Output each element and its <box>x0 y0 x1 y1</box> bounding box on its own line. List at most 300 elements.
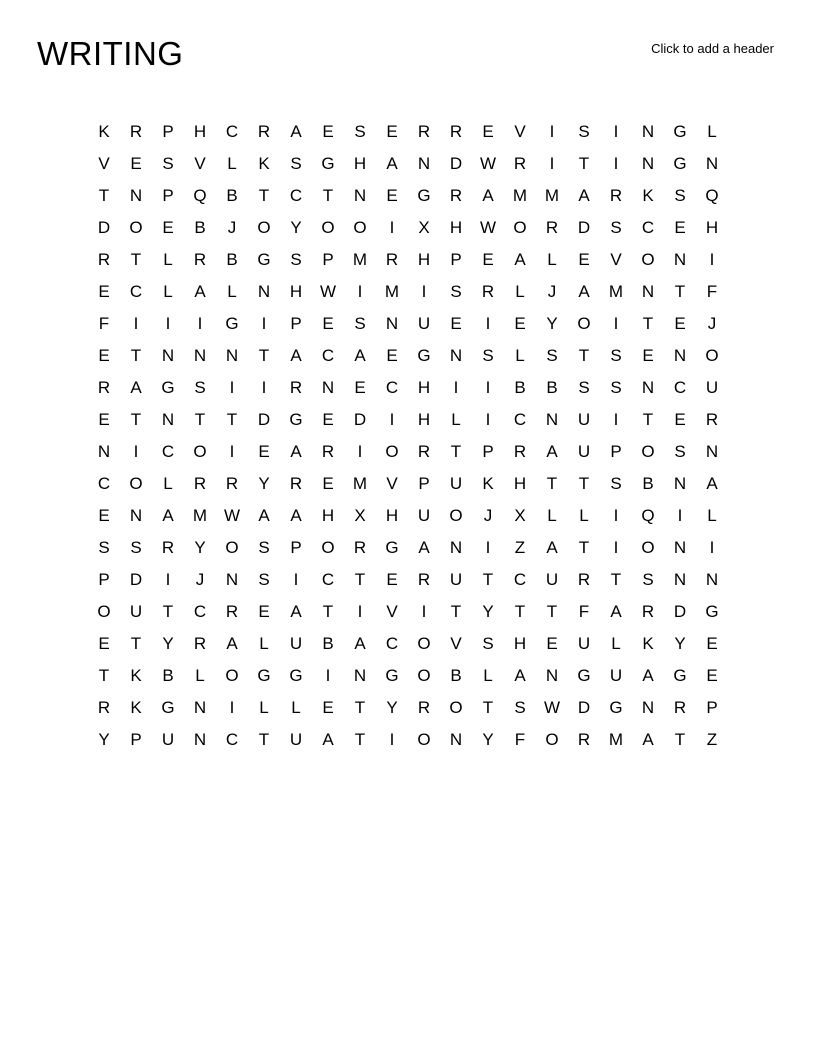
grid-letter[interactable]: M <box>512 186 528 205</box>
grid-letter[interactable]: S <box>674 442 686 461</box>
grid-letter[interactable]: D <box>577 698 591 717</box>
grid-letter[interactable]: N <box>641 378 655 397</box>
grid-letter[interactable]: I <box>229 442 235 461</box>
grid-letter[interactable]: N <box>545 410 559 429</box>
grid-letter[interactable]: N <box>673 346 687 365</box>
grid-letter[interactable]: M <box>608 730 624 749</box>
grid-letter[interactable]: O <box>129 218 143 237</box>
grid-letter[interactable]: E <box>162 218 174 237</box>
grid-letter[interactable]: I <box>485 314 491 333</box>
grid-letter[interactable]: J <box>547 282 557 301</box>
grid-letter[interactable]: G <box>417 346 431 365</box>
grid-letter[interactable]: D <box>97 218 111 237</box>
grid-letter[interactable]: I <box>421 602 427 621</box>
grid-letter[interactable]: X <box>354 506 366 525</box>
grid-letter[interactable]: E <box>98 634 110 653</box>
grid-letter[interactable]: B <box>514 378 526 397</box>
grid-letter[interactable]: O <box>705 346 719 365</box>
grid-letter[interactable]: L <box>451 410 461 429</box>
grid-letter[interactable]: A <box>642 666 654 685</box>
grid-letter[interactable]: T <box>130 410 142 429</box>
grid-letter[interactable]: A <box>418 538 430 557</box>
grid-letter[interactable]: R <box>193 250 207 269</box>
grid-letter[interactable]: C <box>321 570 335 589</box>
grid-letter[interactable]: B <box>642 474 654 493</box>
grid-letter[interactable]: G <box>257 250 271 269</box>
grid-letter[interactable]: T <box>98 666 110 685</box>
grid-letter[interactable]: S <box>258 538 270 557</box>
grid-letter[interactable]: A <box>642 730 654 749</box>
grid-letter[interactable]: K <box>642 634 654 653</box>
grid-letter[interactable]: O <box>449 506 463 525</box>
grid-letter[interactable]: I <box>453 378 459 397</box>
grid-letter[interactable]: U <box>449 474 463 493</box>
grid-letter[interactable]: B <box>162 666 174 685</box>
grid-letter[interactable]: Y <box>162 634 174 653</box>
grid-letter[interactable]: L <box>483 666 493 685</box>
grid-letter[interactable]: T <box>674 730 686 749</box>
grid-letter[interactable]: Q <box>641 506 655 525</box>
grid-letter[interactable]: D <box>673 602 687 621</box>
grid-letter[interactable]: T <box>482 570 494 589</box>
grid-letter[interactable]: O <box>321 538 335 557</box>
grid-letter[interactable]: E <box>674 314 686 333</box>
grid-letter[interactable]: C <box>641 218 655 237</box>
grid-letter[interactable]: O <box>97 602 111 621</box>
grid-letter[interactable]: R <box>481 282 495 301</box>
grid-letter[interactable]: T <box>578 538 590 557</box>
grid-letter[interactable]: C <box>97 474 111 493</box>
grid-letter[interactable]: U <box>417 314 431 333</box>
grid-letter[interactable]: T <box>482 698 494 717</box>
grid-letter[interactable]: I <box>165 570 171 589</box>
grid-letter[interactable]: K <box>98 122 110 141</box>
grid-letter[interactable]: A <box>130 378 142 397</box>
grid-letter[interactable]: E <box>258 442 270 461</box>
grid-letter[interactable]: G <box>609 698 623 717</box>
grid-letter[interactable]: B <box>450 666 462 685</box>
grid-letter[interactable]: N <box>193 698 207 717</box>
grid-letter[interactable]: I <box>389 730 395 749</box>
grid-letter[interactable]: M <box>352 474 368 493</box>
grid-letter[interactable]: N <box>129 506 143 525</box>
grid-letter[interactable]: T <box>130 346 142 365</box>
grid-letter[interactable]: N <box>449 538 463 557</box>
grid-letter[interactable]: I <box>389 410 395 429</box>
grid-letter[interactable]: V <box>98 154 110 173</box>
grid-letter[interactable]: G <box>705 602 719 621</box>
grid-letter[interactable]: Y <box>194 538 206 557</box>
grid-letter[interactable]: A <box>290 442 302 461</box>
grid-letter[interactable]: O <box>225 666 239 685</box>
grid-letter[interactable]: B <box>226 186 238 205</box>
grid-letter[interactable]: T <box>354 698 366 717</box>
grid-letter[interactable]: H <box>193 122 207 141</box>
grid-letter[interactable]: N <box>353 666 367 685</box>
grid-letter[interactable]: R <box>385 250 399 269</box>
grid-letter[interactable]: R <box>289 474 303 493</box>
grid-letter[interactable]: R <box>289 378 303 397</box>
grid-letter[interactable]: T <box>642 314 654 333</box>
grid-letter[interactable]: U <box>449 570 463 589</box>
grid-letter[interactable]: G <box>321 154 335 173</box>
grid-letter[interactable]: U <box>577 634 591 653</box>
grid-letter[interactable]: I <box>357 602 363 621</box>
grid-letter[interactable]: E <box>674 410 686 429</box>
grid-letter[interactable]: E <box>322 474 334 493</box>
grid-letter[interactable]: N <box>673 570 687 589</box>
grid-letter[interactable]: C <box>129 282 143 301</box>
grid-letter[interactable]: F <box>514 730 526 749</box>
grid-letter[interactable]: P <box>706 698 718 717</box>
grid-letter[interactable]: T <box>450 442 462 461</box>
grid-letter[interactable]: A <box>290 602 302 621</box>
grid-letter[interactable]: I <box>357 282 363 301</box>
grid-letter[interactable]: N <box>129 186 143 205</box>
grid-letter[interactable]: M <box>192 506 208 525</box>
grid-letter[interactable]: V <box>194 154 206 173</box>
grid-letter[interactable]: A <box>514 250 526 269</box>
grid-letter[interactable]: I <box>613 122 619 141</box>
grid-letter[interactable]: G <box>225 314 239 333</box>
grid-letter[interactable]: S <box>482 634 494 653</box>
grid-letter[interactable]: U <box>705 378 719 397</box>
grid-letter[interactable]: K <box>642 186 654 205</box>
grid-letter[interactable]: L <box>163 250 173 269</box>
grid-letter[interactable]: H <box>385 506 399 525</box>
grid-letter[interactable]: P <box>450 250 462 269</box>
grid-letter[interactable]: Z <box>514 538 526 557</box>
grid-letter[interactable]: G <box>673 666 687 685</box>
grid-letter[interactable]: I <box>613 410 619 429</box>
grid-letter[interactable]: R <box>129 122 143 141</box>
grid-letter[interactable]: R <box>641 602 655 621</box>
grid-letter[interactable]: T <box>546 474 558 493</box>
grid-letter[interactable]: N <box>641 154 655 173</box>
grid-letter[interactable]: J <box>227 218 237 237</box>
grid-letter[interactable]: Y <box>482 730 494 749</box>
grid-letter[interactable]: T <box>130 250 142 269</box>
grid-letter[interactable]: H <box>513 474 527 493</box>
grid-letter[interactable]: R <box>577 570 591 589</box>
grid-letter[interactable]: V <box>514 122 526 141</box>
grid-letter[interactable]: E <box>98 346 110 365</box>
grid-letter[interactable]: O <box>321 218 335 237</box>
grid-letter[interactable]: O <box>225 538 239 557</box>
grid-letter[interactable]: E <box>98 410 110 429</box>
grid-letter[interactable]: R <box>97 378 111 397</box>
grid-letter[interactable]: E <box>386 122 398 141</box>
grid-letter[interactable]: D <box>577 218 591 237</box>
grid-letter[interactable]: R <box>417 122 431 141</box>
grid-letter[interactable]: C <box>385 634 399 653</box>
grid-letter[interactable]: N <box>161 410 175 429</box>
grid-letter[interactable]: G <box>385 666 399 685</box>
grid-letter[interactable]: T <box>578 474 590 493</box>
grid-letter[interactable]: U <box>577 442 591 461</box>
grid-letter[interactable]: V <box>610 250 622 269</box>
grid-letter[interactable]: W <box>479 218 497 237</box>
grid-letter[interactable]: S <box>514 698 526 717</box>
grid-letter[interactable]: S <box>642 570 654 589</box>
grid-letter[interactable]: O <box>577 314 591 333</box>
grid-letter[interactable]: S <box>162 154 174 173</box>
grid-letter[interactable]: V <box>386 474 398 493</box>
grid-letter[interactable]: G <box>673 122 687 141</box>
header-placeholder[interactable]: Click to add a header <box>651 41 774 56</box>
grid-letter[interactable]: L <box>163 474 173 493</box>
grid-letter[interactable]: R <box>161 538 175 557</box>
grid-letter[interactable]: S <box>610 218 622 237</box>
grid-letter[interactable]: U <box>161 730 175 749</box>
grid-letter[interactable]: Y <box>290 218 302 237</box>
grid-letter[interactable]: E <box>322 698 334 717</box>
grid-letter[interactable]: G <box>673 154 687 173</box>
grid-letter[interactable]: I <box>293 570 299 589</box>
grid-letter[interactable]: H <box>353 154 367 173</box>
grid-letter[interactable]: R <box>513 154 527 173</box>
grid-letter[interactable]: L <box>515 346 525 365</box>
grid-letter[interactable]: I <box>613 314 619 333</box>
grid-letter[interactable]: R <box>545 218 559 237</box>
grid-letter[interactable]: T <box>258 730 270 749</box>
grid-letter[interactable]: I <box>389 218 395 237</box>
grid-letter[interactable]: F <box>706 282 718 301</box>
grid-letter[interactable]: N <box>193 346 207 365</box>
grid-letter[interactable]: A <box>514 666 526 685</box>
grid-letter[interactable]: E <box>450 314 462 333</box>
grid-letter[interactable]: S <box>98 538 110 557</box>
grid-letter[interactable]: S <box>578 378 590 397</box>
grid-letter[interactable]: R <box>577 730 591 749</box>
grid-letter[interactable]: S <box>354 314 366 333</box>
grid-letter[interactable]: T <box>514 602 526 621</box>
grid-letter[interactable]: H <box>417 378 431 397</box>
grid-letter[interactable]: E <box>322 122 334 141</box>
grid-letter[interactable]: K <box>482 474 494 493</box>
grid-letter[interactable]: N <box>705 570 719 589</box>
grid-letter[interactable]: N <box>449 730 463 749</box>
grid-letter[interactable]: W <box>319 282 337 301</box>
grid-letter[interactable]: F <box>98 314 110 333</box>
grid-letter[interactable]: I <box>677 506 683 525</box>
grid-letter[interactable]: R <box>225 602 239 621</box>
grid-letter[interactable]: B <box>546 378 558 397</box>
grid-letter[interactable]: E <box>578 250 590 269</box>
grid-letter[interactable]: B <box>322 634 334 653</box>
grid-letter[interactable]: O <box>257 218 271 237</box>
grid-letter[interactable]: N <box>641 282 655 301</box>
grid-letter[interactable]: Y <box>546 314 558 333</box>
grid-letter[interactable]: T <box>354 570 366 589</box>
grid-letter[interactable]: N <box>673 538 687 557</box>
grid-letter[interactable]: I <box>709 250 715 269</box>
grid-letter[interactable]: W <box>223 506 241 525</box>
grid-letter[interactable]: E <box>386 570 398 589</box>
grid-letter[interactable]: U <box>289 634 303 653</box>
grid-letter[interactable]: R <box>449 186 463 205</box>
grid-letter[interactable]: R <box>193 474 207 493</box>
grid-letter[interactable]: E <box>258 602 270 621</box>
grid-letter[interactable]: A <box>290 506 302 525</box>
grid-letter[interactable]: N <box>673 474 687 493</box>
grid-letter[interactable]: X <box>418 218 430 237</box>
grid-letter[interactable]: Y <box>386 698 398 717</box>
grid-letter[interactable]: K <box>130 698 142 717</box>
grid-letter[interactable]: G <box>289 410 303 429</box>
grid-letter[interactable]: H <box>449 218 463 237</box>
grid-letter[interactable]: I <box>421 282 427 301</box>
grid-letter[interactable]: T <box>354 730 366 749</box>
grid-letter[interactable]: C <box>193 602 207 621</box>
grid-letter[interactable]: E <box>130 154 142 173</box>
grid-letter[interactable]: O <box>545 730 559 749</box>
grid-letter[interactable]: R <box>321 442 335 461</box>
grid-letter[interactable]: J <box>195 570 205 589</box>
grid-letter[interactable]: G <box>257 666 271 685</box>
grid-letter[interactable]: R <box>417 570 431 589</box>
grid-letter[interactable]: G <box>417 186 431 205</box>
grid-letter[interactable]: O <box>641 538 655 557</box>
grid-letter[interactable]: E <box>642 346 654 365</box>
grid-letter[interactable]: S <box>354 122 366 141</box>
grid-letter[interactable]: P <box>162 122 174 141</box>
grid-letter[interactable]: A <box>578 186 590 205</box>
grid-letter[interactable]: T <box>258 346 270 365</box>
grid-letter[interactable]: T <box>258 186 270 205</box>
grid-letter[interactable]: I <box>485 378 491 397</box>
grid-letter[interactable]: H <box>513 634 527 653</box>
grid-letter[interactable]: U <box>417 506 431 525</box>
grid-letter[interactable]: V <box>450 634 462 653</box>
grid-letter[interactable]: P <box>130 730 142 749</box>
grid-letter[interactable]: T <box>130 634 142 653</box>
grid-letter[interactable]: I <box>613 538 619 557</box>
grid-letter[interactable]: M <box>384 282 400 301</box>
grid-letter[interactable]: O <box>129 474 143 493</box>
grid-letter[interactable]: Y <box>258 474 270 493</box>
grid-letter[interactable]: S <box>674 186 686 205</box>
grid-letter[interactable]: L <box>547 250 557 269</box>
grid-letter[interactable]: D <box>353 410 367 429</box>
grid-letter[interactable]: I <box>357 442 363 461</box>
grid-letter[interactable]: D <box>129 570 143 589</box>
grid-letter[interactable]: T <box>98 186 110 205</box>
grid-letter[interactable]: Q <box>193 186 207 205</box>
grid-letter[interactable]: T <box>578 346 590 365</box>
grid-letter[interactable]: A <box>162 506 174 525</box>
grid-letter[interactable]: R <box>97 250 111 269</box>
grid-letter[interactable]: W <box>479 154 497 173</box>
grid-letter[interactable]: P <box>98 570 110 589</box>
grid-letter[interactable]: C <box>161 442 175 461</box>
grid-letter[interactable]: N <box>193 730 207 749</box>
grid-letter[interactable]: R <box>353 538 367 557</box>
grid-letter[interactable]: X <box>514 506 526 525</box>
grid-letter[interactable]: N <box>417 154 431 173</box>
grid-letter[interactable]: C <box>321 346 335 365</box>
grid-letter[interactable]: R <box>449 122 463 141</box>
grid-letter[interactable]: C <box>513 570 527 589</box>
grid-letter[interactable]: E <box>482 250 494 269</box>
grid-letter[interactable]: H <box>705 218 719 237</box>
grid-letter[interactable]: I <box>549 154 555 173</box>
grid-letter[interactable]: I <box>709 538 715 557</box>
grid-letter[interactable]: E <box>386 346 398 365</box>
grid-letter[interactable]: S <box>482 346 494 365</box>
grid-letter[interactable]: E <box>322 314 334 333</box>
grid-letter[interactable]: N <box>161 346 175 365</box>
grid-letter[interactable]: I <box>485 410 491 429</box>
grid-letter[interactable]: Z <box>706 730 718 749</box>
grid-letter[interactable]: E <box>546 634 558 653</box>
grid-letter[interactable]: E <box>706 634 718 653</box>
grid-letter[interactable]: M <box>544 186 560 205</box>
grid-letter[interactable]: O <box>193 442 207 461</box>
grid-letter[interactable]: O <box>417 634 431 653</box>
grid-letter[interactable]: T <box>674 282 686 301</box>
grid-letter[interactable]: U <box>577 410 591 429</box>
grid-letter[interactable]: T <box>546 602 558 621</box>
grid-letter[interactable]: L <box>579 506 589 525</box>
grid-letter[interactable]: T <box>322 602 334 621</box>
grid-letter[interactable]: G <box>289 666 303 685</box>
grid-letter[interactable]: B <box>194 218 206 237</box>
grid-letter[interactable]: P <box>418 474 430 493</box>
grid-letter[interactable]: Y <box>98 730 110 749</box>
grid-letter[interactable]: E <box>706 666 718 685</box>
grid-letter[interactable]: N <box>257 282 271 301</box>
grid-letter[interactable]: C <box>673 378 687 397</box>
grid-letter[interactable]: T <box>322 186 334 205</box>
grid-letter[interactable]: K <box>258 154 270 173</box>
grid-letter[interactable]: L <box>227 154 237 173</box>
grid-letter[interactable]: E <box>514 314 526 333</box>
grid-letter[interactable]: I <box>613 154 619 173</box>
grid-letter[interactable]: M <box>608 282 624 301</box>
grid-letter[interactable]: Q <box>705 186 719 205</box>
grid-letter[interactable]: R <box>417 698 431 717</box>
grid-letter[interactable]: L <box>163 282 173 301</box>
grid-letter[interactable]: I <box>229 378 235 397</box>
grid-letter[interactable]: N <box>705 442 719 461</box>
grid-letter[interactable]: I <box>549 122 555 141</box>
grid-letter[interactable]: A <box>354 346 366 365</box>
grid-letter[interactable]: R <box>225 474 239 493</box>
grid-letter[interactable]: L <box>195 666 205 685</box>
grid-letter[interactable]: L <box>707 122 717 141</box>
grid-letter[interactable]: O <box>417 666 431 685</box>
grid-letter[interactable]: P <box>290 314 302 333</box>
grid-letter[interactable]: L <box>227 282 237 301</box>
grid-letter[interactable]: G <box>577 666 591 685</box>
grid-letter[interactable]: U <box>129 602 143 621</box>
grid-letter[interactable]: R <box>705 410 719 429</box>
grid-letter[interactable]: L <box>259 698 269 717</box>
grid-letter[interactable]: T <box>642 410 654 429</box>
grid-letter[interactable]: L <box>611 634 621 653</box>
grid-letter[interactable]: H <box>321 506 335 525</box>
grid-letter[interactable]: S <box>610 474 622 493</box>
grid-letter[interactable]: E <box>354 378 366 397</box>
grid-letter[interactable]: E <box>674 218 686 237</box>
grid-letter[interactable]: S <box>290 250 302 269</box>
grid-letter[interactable]: R <box>513 442 527 461</box>
grid-letter[interactable]: H <box>289 282 303 301</box>
grid-letter[interactable]: I <box>229 698 235 717</box>
grid-letter[interactable]: L <box>515 282 525 301</box>
grid-letter[interactable]: A <box>258 506 270 525</box>
